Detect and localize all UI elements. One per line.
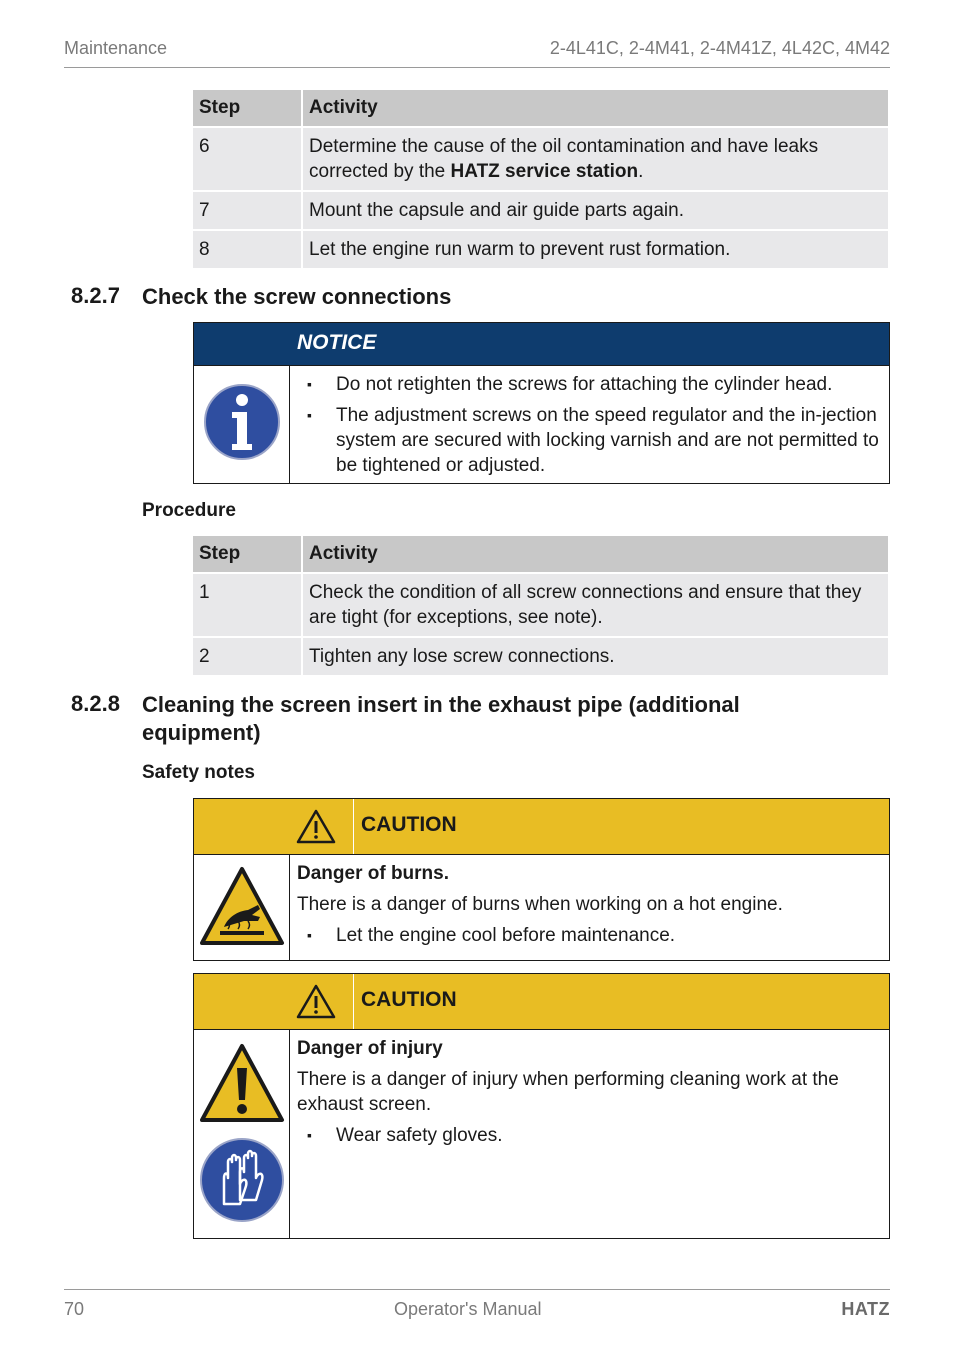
table-header-row [193, 90, 888, 126]
caution-body [194, 1029, 889, 1238]
step-activity: Mount the capsule and air guide parts again. [303, 192, 888, 229]
notice-box [193, 322, 890, 484]
caution-text [297, 1030, 889, 1156]
warning-triangle-icon [194, 974, 354, 1029]
notice-list [297, 372, 881, 478]
warning-triangle-icon [194, 799, 354, 854]
activity-text-end: . [638, 161, 644, 182]
list-item: ▪ Do not retighten the screws for attaching the cylinder head. [297, 372, 881, 397]
caution-bar [194, 799, 889, 854]
caution-list [297, 923, 881, 948]
step-activity: Tighten any lose screw connections. [303, 638, 888, 675]
step-number: 7 [193, 192, 303, 229]
notice-icon-cell [194, 366, 290, 483]
notice-label: NOTICE [297, 331, 377, 354]
list-item: ▪ The adjustment screws on the speed regulator and the in-jection system are secured with locking varnish and are not permitted to be tightened or adjusted. [297, 403, 881, 478]
caution-icon-cell [194, 1030, 290, 1238]
table-row [193, 574, 888, 636]
manual-title: Operator's Manual [394, 1299, 542, 1319]
info-icon [194, 366, 290, 484]
steps-table-continued [193, 88, 888, 270]
step-activity: Let the engine run warm to prevent rust formation. [303, 231, 888, 268]
activity-text: Determine the cause of the oil contamination and have leaks corrected by the [309, 136, 819, 182]
danger-title: Danger of burns. [297, 863, 450, 884]
danger-description: There is a danger of injury when performing cleaning work at the exhaust screen. [297, 1069, 839, 1115]
header-models: 2-4L41C, 2-4M41, 2-4M41Z, 4L42C, 4M42 [549, 38, 890, 58]
caution-label: CAUTION [361, 813, 457, 836]
col-activity-header: Activity [303, 90, 888, 126]
caution-label: CAUTION [361, 988, 457, 1011]
col-activity-header: Activity [303, 536, 888, 572]
table-row [193, 231, 888, 268]
danger-description: There is a danger of burns when working on a hot engine. [297, 894, 783, 915]
caution-bar [194, 974, 889, 1029]
list-item: ▪ Wear safety gloves. [297, 1123, 881, 1148]
header-section: Maintenance [64, 38, 168, 58]
notice-body [194, 365, 889, 483]
caution-list [297, 1123, 881, 1148]
table-row [193, 192, 888, 229]
procedure-label: Procedure [142, 500, 236, 521]
page-footer [64, 1289, 890, 1321]
table-row [193, 638, 888, 675]
general-warning-icon [194, 1040, 290, 1140]
caution-box-injury [193, 973, 890, 1239]
step-number: 2 [193, 638, 303, 675]
caution-body [194, 854, 889, 960]
page-header [64, 36, 890, 68]
step-number: 1 [193, 574, 303, 636]
warning-cell [194, 974, 354, 1029]
brand-logo: HATZ [841, 1299, 890, 1319]
step-activity: Check the condition of all screw connections and ensure that they are tight (for exceptions, see note). [303, 574, 888, 636]
caution-box-burns [193, 798, 890, 961]
step-number: 8 [193, 231, 303, 268]
safety-notes-label: Safety notes [142, 762, 255, 783]
danger-title: Danger of injury [297, 1038, 443, 1059]
table-header-row [193, 536, 888, 572]
section-number: 8.2.7 [71, 283, 120, 308]
caution-text [297, 855, 889, 956]
service-station-text: HATZ service station [450, 161, 639, 182]
step-activity [303, 128, 888, 190]
safety-gloves-icon [194, 1134, 290, 1230]
section-title: Check the screw connections [142, 284, 452, 309]
procedure-table [193, 534, 888, 677]
notice-text [297, 366, 889, 486]
section-title: Cleaning the screen insert in the exhaust pipe (additional equipment) [142, 692, 740, 745]
list-item: ▪ Let the engine cool before maintenance. [297, 923, 881, 948]
section-number: 8.2.8 [71, 691, 120, 716]
col-step-header: Step [193, 90, 303, 126]
table-row [193, 128, 888, 190]
step-number: 6 [193, 128, 303, 190]
notice-bar [194, 323, 889, 365]
page-number: 70 [64, 1299, 85, 1319]
section-heading-8-2-7 [71, 283, 452, 309]
section-heading-8-2-8 [71, 691, 740, 745]
col-step-header: Step [193, 536, 303, 572]
warning-cell [194, 799, 354, 854]
caution-icon-cell [194, 855, 290, 960]
hot-surface-warning-icon [194, 855, 290, 961]
